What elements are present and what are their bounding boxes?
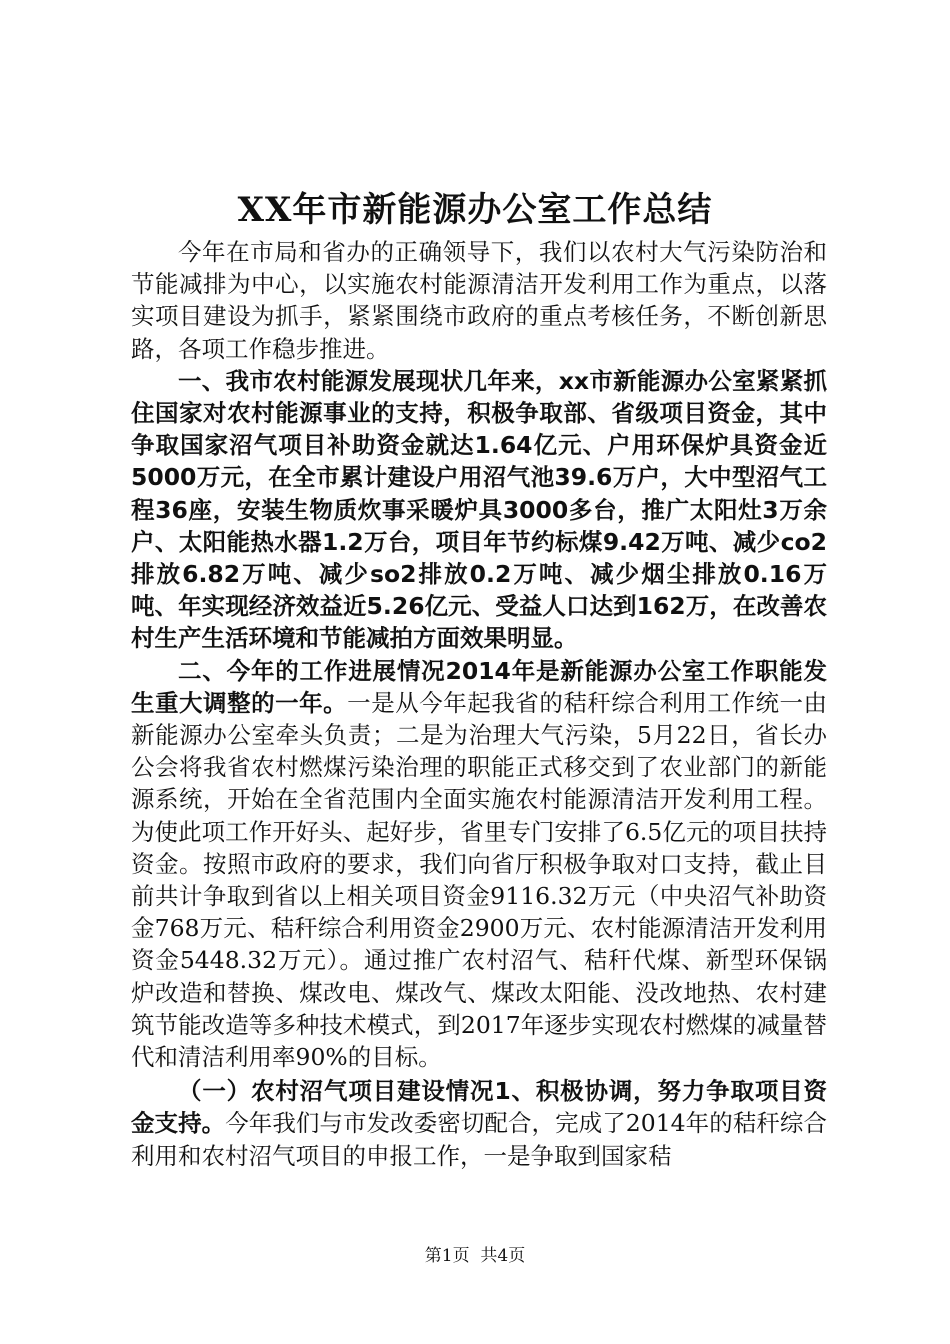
section-3-paragraph bbox=[131, 1075, 827, 1172]
document-title: XX年市新能源办公室工作总结 bbox=[237, 190, 713, 230]
footer-spacer bbox=[470, 1246, 481, 1266]
section-1-paragraph: 一、我市农村能源发展现状几年来，xx市新能源办公室紧紧抓住国家对农村能源事业的支持，积极争取部、省级项目资金，其中争取国家沼气项目补助资金就达1.64亿元、户用环保炉具资金近5000万元，在全市累计建设户用沼气池39.6万户，大中型沼气工程36座，安装生物质炊事采暖炉具3000多台，推广太阳灶3万余户、太阳能热水器1.2万台，项目年节约标煤9.42万吨、减少co2排放6.82万吨、减少so2排放0.2万吨、减少烟尘排放0.16万吨、年实现经济效益近5.26亿元、受益人口达到162万，在改善农村生产生活环境和节能减拍方面效果明显。 bbox=[131, 366, 827, 653]
section-2-paragraph bbox=[131, 655, 827, 1074]
section-3-heading: （一）农村沼气项目建设情况1、积极协调，努力争取项目资金支持。 bbox=[131, 1077, 827, 1138]
page-number: 第1页 bbox=[424, 1246, 470, 1266]
page-footer bbox=[0, 1244, 950, 1268]
document-body bbox=[131, 236, 827, 1172]
section-2-heading: 二、今年的工作进展情况2014年是新能源办公室工作职能发生重大调整的一年。 bbox=[131, 656, 827, 717]
section-3-body: 今年我们与市发改委密切配合，完成了2014年的秸秆综合利用和农村沼气项目的申报工作，一是争取到国家秸 bbox=[131, 1109, 827, 1170]
intro-paragraph: 今年在市局和省办的正确领导下，我们以农村大气污染防治和节能减排为中心，以实施农村能源清洁开发利用工作为重点，以落实项目建设为抓手，紧紧围绕市政府的重点考核任务，不断创新思路，各项工作稳步推进。 bbox=[131, 238, 827, 363]
section-2-body: 一是从今年起我省的秸秆综合利用工作统一由新能源办公室牵头负责；二是为治理大气污染，5月22日，省长办公会将我省农村燃煤污染治理的职能正式移交到了农业部门的新能源系统，开始在全省范围内全面实施农村能源清洁开发利用工程。为使此项工作开好头、起好步，省里专门安排了6.5亿元的项目扶持资金。按照市政府的要求，我们向省厅积极争取对口支持，截止目前共计争取到省以上相关项目资金9116.32万元（中央沼气补助资金768万元、秸秆综合利用资金2900万元、农村能源清洁开发利用资金5448.32万元）。通过推广农村沼气、秸秆代煤、新型环保锅炉改造和替换、煤改电、煤改气、煤改太阳能、没改地热、农村建筑节能改造等多种技术模式，到2017年逐步实现农村燃煤的减量替代和清洁利用率90%的目标。 bbox=[131, 688, 828, 1072]
page-total: 共4页 bbox=[480, 1246, 526, 1266]
